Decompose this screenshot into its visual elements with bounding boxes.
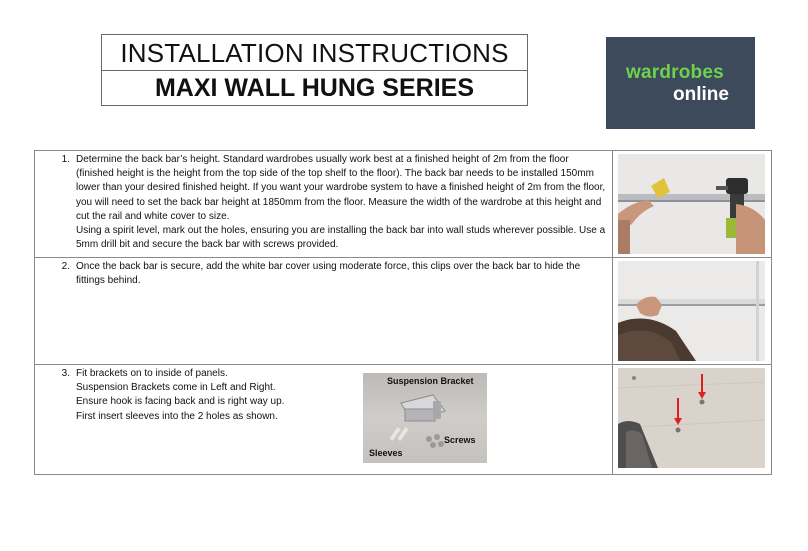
step-3-number: 3. <box>61 368 70 379</box>
label-suspension-bracket: Suspension Bracket <box>387 376 474 386</box>
step-1-image-cell <box>613 151 772 258</box>
product-series-title: MAXI WALL HUNG SERIES <box>154 74 474 102</box>
step-2-photo-bar-cover <box>618 261 765 361</box>
step-1-paragraph-2: Using a spirit level, mark out the holes, ensuring you are installing the back bar into wall studs wherever possible. Use a 5mm drill bit and secure the back bar with screws provided. <box>76 225 606 251</box>
step-2-paragraph-1: Once the back bar is secure, add the white bar cover using moderate force, this clips over the back bar to hide the fittings behind. <box>76 261 581 287</box>
label-screws: Screws <box>444 435 476 445</box>
logo-text-online: online <box>673 84 729 105</box>
instruction-steps-table <box>34 150 772 475</box>
suspension-bracket-diagram <box>363 373 487 463</box>
step-row-1 <box>35 151 772 258</box>
step-1-number: 1. <box>61 154 70 165</box>
step-3-line-3: Ensure hook is facing back and is right way up. <box>76 396 285 408</box>
step-3-line-4: First insert sleeves into the 2 holes as shown. <box>76 410 278 422</box>
step-1-photo-graphic <box>618 154 765 254</box>
step-row-2 <box>35 258 772 365</box>
title-box <box>101 34 528 106</box>
step-3-text-cell <box>35 365 613 475</box>
step-1-photo-drilling-back-bar <box>618 154 765 254</box>
step-2-photo-graphic <box>618 261 765 361</box>
step-3-photo-panel-holes <box>618 368 765 468</box>
step-3-line-2: Suspension Brackets come in Left and Right. <box>76 382 276 394</box>
step-2-text-cell <box>35 258 613 365</box>
step-2-number: 2. <box>61 261 70 272</box>
step-1-text-cell <box>35 151 613 258</box>
wardrobes-online-logo <box>606 37 755 129</box>
step-3-image-cell <box>613 365 772 475</box>
step-3-photo-graphic <box>618 368 765 468</box>
step-2-image-cell <box>613 258 772 365</box>
label-sleeves: Sleeves <box>369 448 403 458</box>
step-3-line-1: Fit brackets on to inside of panels. <box>76 368 228 379</box>
step-row-3 <box>35 365 772 475</box>
step-1-paragraph-1: Determine the back bar’s height. Standard wardrobes usually work best at a finished height of 2m from the floor (finished height is the height from the top side of the top shelf to the floor). The back bar needs to be installed 150mm lower than your desired finished height. If you want your wardrobe system to have a finished height of 2m from the floor, you will need to set the back bar height at 1850mm from the floor. Measure the width of the wardrobe at this height and cut the rail and white cover to size. <box>76 154 606 222</box>
document-title: INSTALLATION INSTRUCTIONS <box>102 35 527 71</box>
logo-text-wardrobes: wardrobes <box>626 62 724 83</box>
